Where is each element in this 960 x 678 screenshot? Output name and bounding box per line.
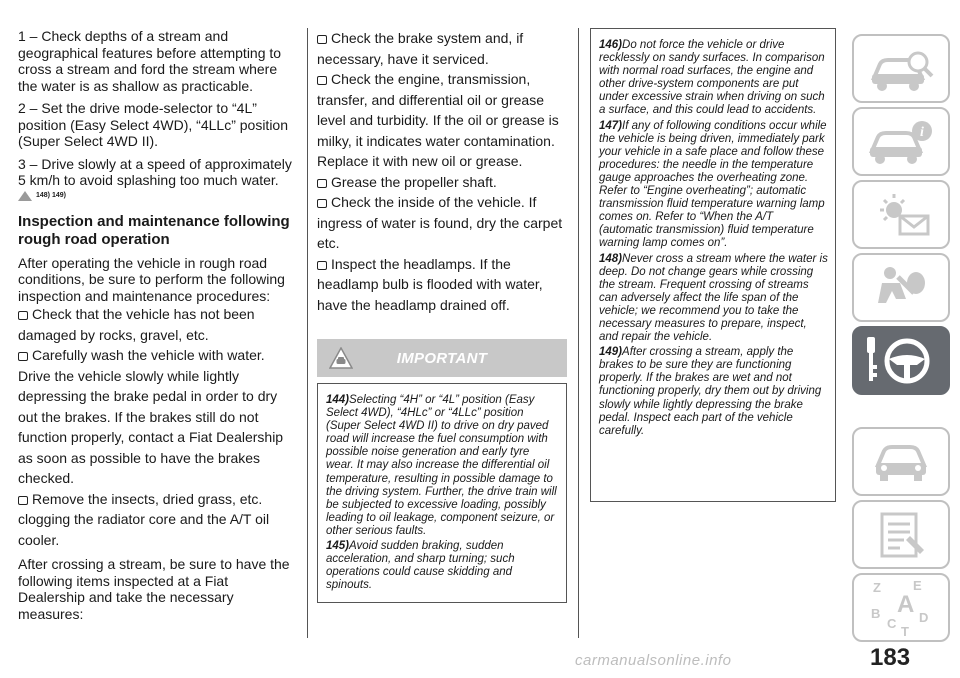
step-3: 3 – Drive slowly at a speed of approximately 5 km/h to avoid splashing too much water. bbox=[18, 155, 292, 188]
list-item: Check that the vehicle has not been damaged by rocks, gravel, etc. bbox=[18, 306, 255, 343]
section-heading: Inspection and maintenance following rough road operation bbox=[18, 212, 290, 248]
index-letter: Z bbox=[873, 579, 881, 595]
tab-index[interactable] bbox=[852, 573, 950, 642]
step-2: 2 – Set the drive mode-selector to “4L” position (Easy Select 4WD), “4LLc” position (Super Select 4WD II). bbox=[18, 100, 288, 149]
intro-paragraph: After operating the vehicle in rough road conditions, be sure to perform the following inspection and maintenance procedures: bbox=[18, 254, 285, 304]
note-149: 149)After crossing a stream, apply the brakes to be sure they are functioning properly. If the brakes are wet and not functioning properly, dry them out by driving slowly while lightly depressing the brake pedal. Inspect each part of the vehicle carefully. bbox=[599, 346, 822, 437]
index-letter: B bbox=[871, 605, 881, 621]
column-divider bbox=[307, 28, 308, 638]
list-item: Inspect the headlamps. If the headlamp bulb is flooded with water, have the headlamp drained off. bbox=[317, 255, 543, 313]
checkbox-bullet-icon bbox=[18, 311, 28, 320]
tab-safety[interactable] bbox=[852, 253, 950, 322]
list-item: Carefully wash the vehicle with water. Drive the vehicle slowly while lightly depressing the brake pedal in order to dry out the brakes. If the brakes still do not function properly, contact a Fiat Dealership as soon as possible to have the brakes checked. bbox=[18, 347, 284, 486]
note-148: 148)Never cross a stream where the water is deep. Do not change gears while crossing the stream. Frequent crossing of streams can adversely affect the life span of the vehicle; we recommend you to take the necessary measures to prepare, inspect, and repair the vehicle. bbox=[599, 252, 828, 344]
tab-lights-messages[interactable] bbox=[852, 180, 950, 249]
checkbox-bullet-icon bbox=[317, 76, 327, 85]
tab-emergency[interactable] bbox=[852, 427, 950, 496]
warning-car-icon bbox=[18, 191, 32, 201]
warning-notes-box bbox=[590, 28, 836, 502]
car-info-icon bbox=[866, 117, 936, 167]
important-title: IMPORTANT bbox=[396, 349, 488, 367]
checkbox-bullet-icon bbox=[18, 352, 28, 361]
tab-starting-driving[interactable] bbox=[852, 326, 950, 395]
list-item: Check the brake system and, if necessary, have it serviced. bbox=[317, 30, 524, 67]
checkbox-bullet-icon bbox=[317, 261, 327, 270]
tab-car-info[interactable] bbox=[852, 107, 950, 176]
tab-servicing[interactable] bbox=[852, 500, 950, 569]
note-147: 147)If any of following conditions occur while the vehicle is being driven, immediately park your vehicle in a safe place and follow these procedures: the needle in the temperature gauge approaches the overheating zone. Refer to “Engine overheating”; automatic transmission fluid temperature warning lamp comes on. Refer to “When the A/T (automatic transmission) fluid temperature warning lamp comes on”. bbox=[599, 119, 827, 250]
important-header bbox=[317, 339, 567, 377]
watermark: carmanualsonline.info bbox=[575, 652, 732, 669]
list-item: Remove the insects, dried grass, etc. clogging the radiator core and the A/T oil cooler. bbox=[18, 490, 270, 548]
alphabet-index-icon bbox=[861, 578, 941, 638]
index-letter: E bbox=[913, 577, 922, 593]
checkbox-bullet-icon bbox=[18, 496, 28, 505]
note-references bbox=[18, 191, 298, 201]
note-146: 146)Do not force the vehicle or drive recklessly on sandy surfaces. In comparison with normal road surfaces, the engine and other drive-system components are put under excessive strain when driving on such a surface, and this could lead to accidents. bbox=[599, 39, 825, 117]
references-text: 148) 149) bbox=[36, 192, 66, 199]
checkbox-bullet-icon bbox=[317, 179, 327, 188]
key-steering-wheel-icon bbox=[861, 333, 941, 389]
index-letter: D bbox=[919, 609, 929, 625]
note-144: 144)Selecting “4H” or “4L” position (Easy Select 4WD), “4HLc” or “4LLc” position (Super Select 4WD II) to drive on dry paved road will increase the fuel consumption with possible noise generation and early tyre wear. It may also increase the differential oil temperature, resulting in possible damage to the driving system. Further, the drive train will be subjected to excessive loading, possibly leading to oil leakage, component seizure, or other serious faults. bbox=[326, 394, 557, 537]
column-divider bbox=[578, 28, 579, 638]
left-column bbox=[18, 28, 298, 628]
checkbox-bullet-icon bbox=[317, 35, 327, 44]
warning-car-icon bbox=[329, 347, 353, 369]
list-item: Check the inside of the vehicle. If ingress of water is found, dry the carpet etc. bbox=[317, 194, 563, 251]
tab-car-search[interactable] bbox=[852, 34, 950, 103]
index-letter: T bbox=[901, 623, 909, 638]
note-145: 145)Avoid sudden braking, sudden acceleration, and sharp turning; such operations could cause skidding and spinouts. bbox=[326, 540, 515, 592]
checkbox-bullet-icon bbox=[317, 199, 327, 208]
page-number: 183 bbox=[870, 644, 911, 671]
index-letter: A bbox=[897, 590, 915, 618]
service-checklist-icon bbox=[866, 510, 936, 560]
svg-text:i: i bbox=[920, 124, 924, 140]
after-crossing-paragraph: After crossing a stream, be sure to have the following items inspected at a Fiat Dealership and take the necessary measures: bbox=[18, 556, 290, 622]
step-1: 1 – Check depths of a stream and geographical features before attempting to cross a stream and ford the stream where the water is as shallow as practicable. bbox=[18, 28, 282, 94]
list-item: Check the engine, transmission, transfer, and differential oil or grease level and turbidity. If the oil or grease is milky, it indicates water contamination. Replace it with new oil or grease. bbox=[317, 71, 559, 169]
car-search-icon bbox=[866, 44, 936, 94]
middle-column bbox=[317, 28, 567, 603]
list-item: Grease the propeller shaft. bbox=[317, 172, 567, 193]
car-front-icon bbox=[866, 437, 936, 487]
important-notes-box bbox=[317, 383, 567, 603]
airbag-person-icon bbox=[866, 263, 936, 313]
index-letter: C bbox=[887, 615, 897, 631]
light-envelope-icon bbox=[866, 190, 936, 240]
